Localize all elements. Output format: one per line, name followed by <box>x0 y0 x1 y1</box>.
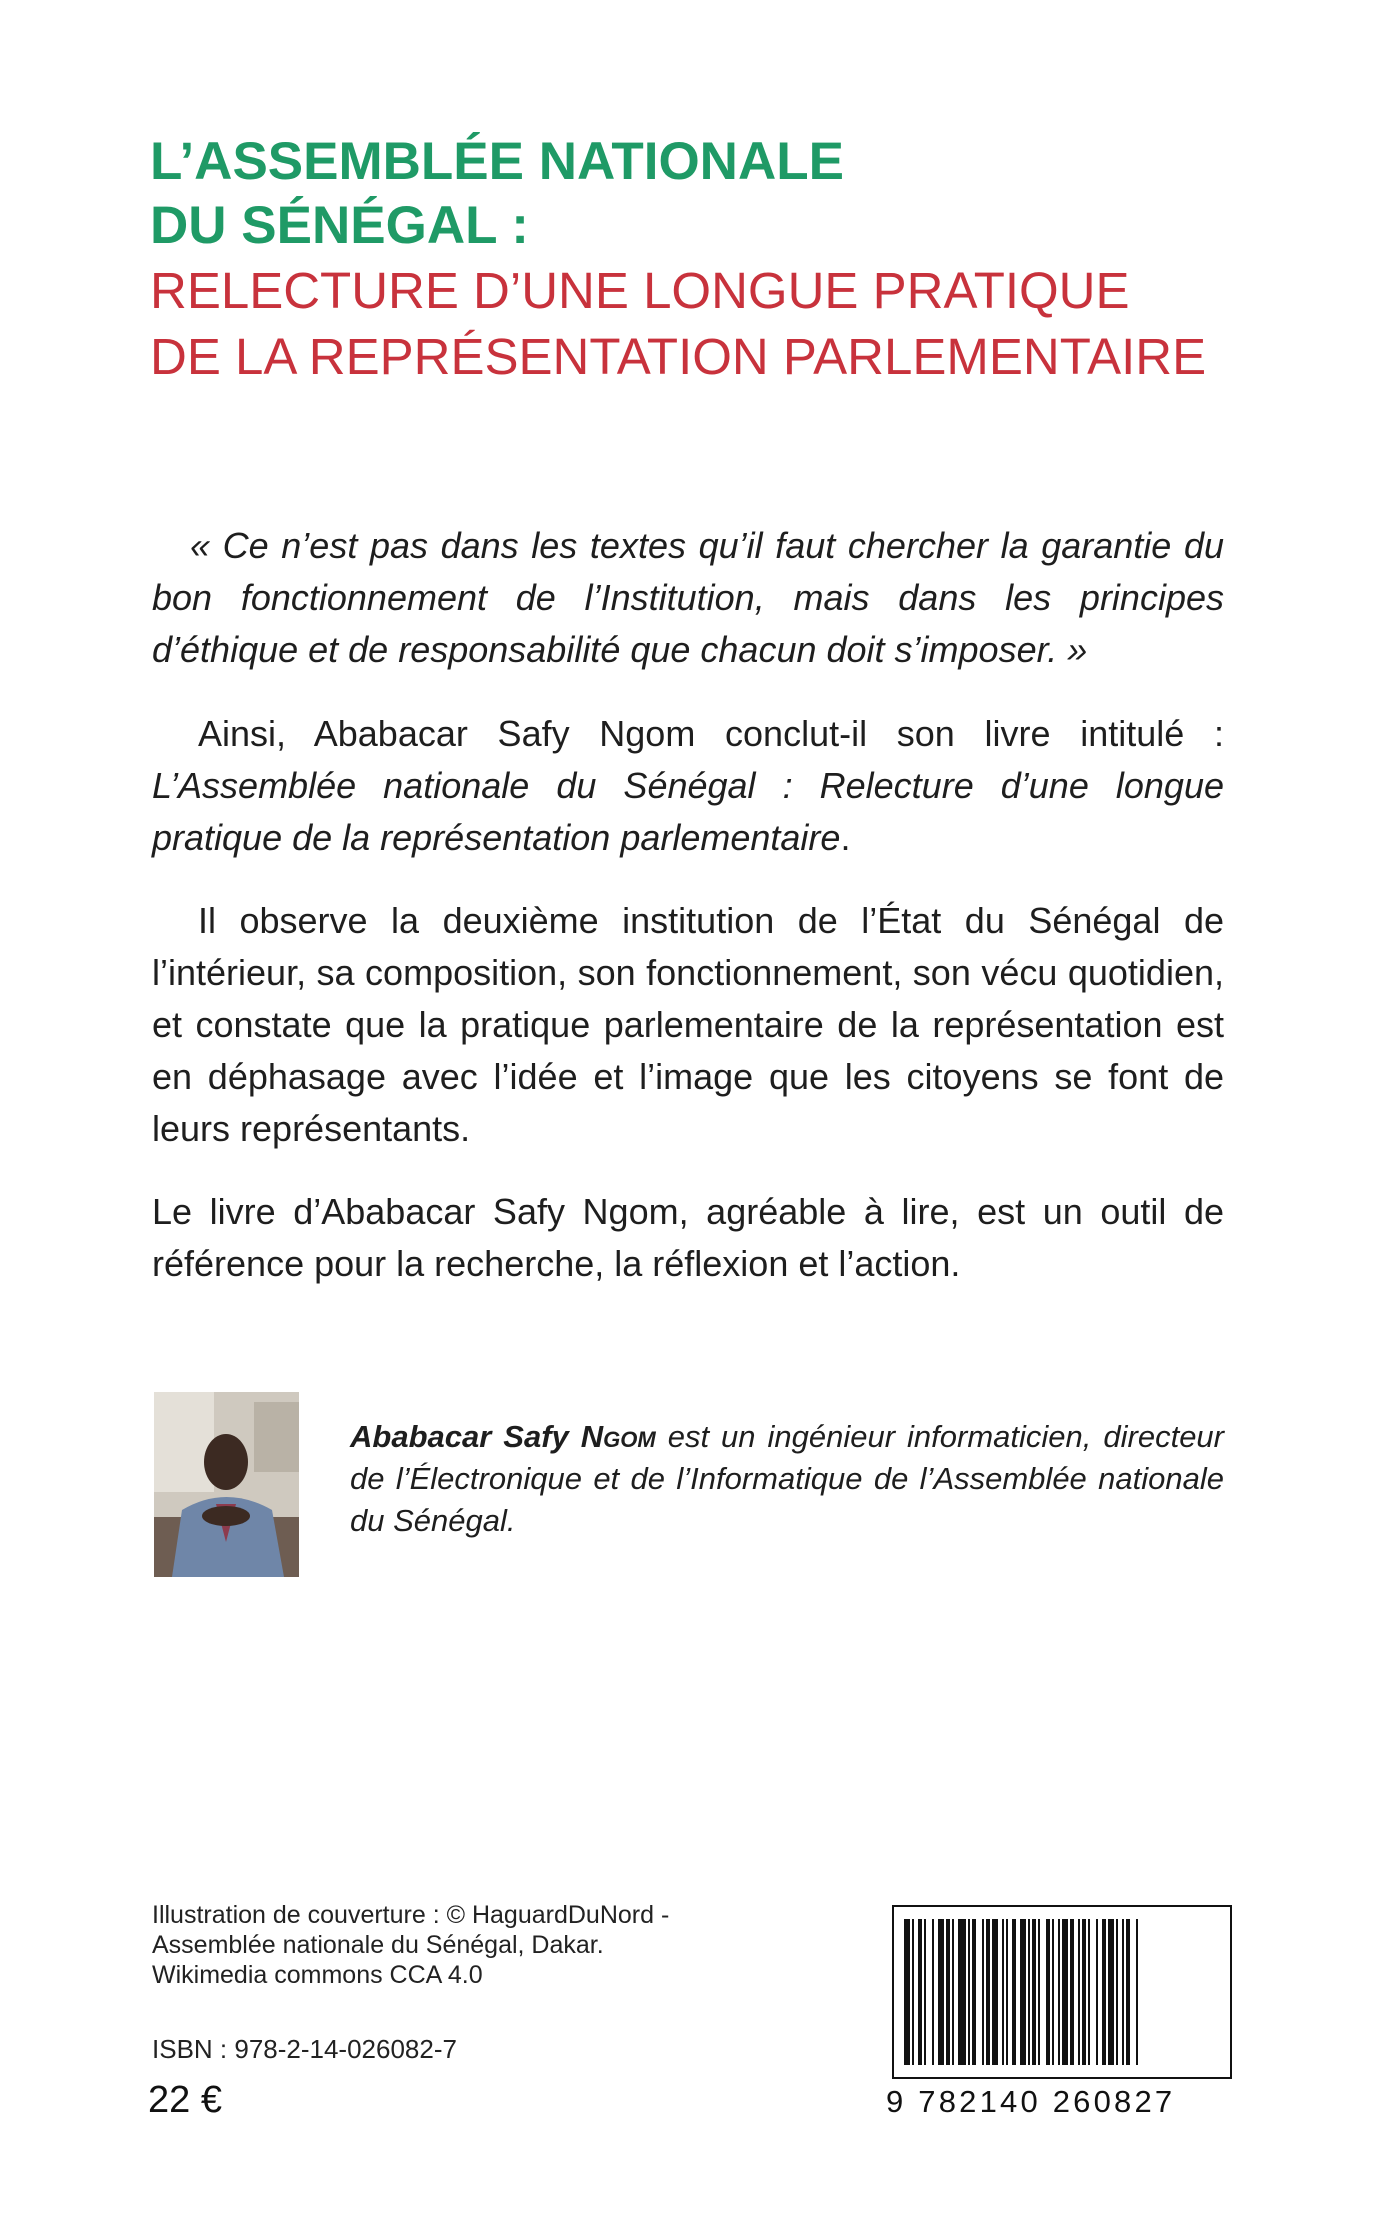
barcode-bar <box>924 1919 926 2065</box>
barcode-bar <box>1058 1919 1060 2065</box>
barcode-bar <box>912 1919 914 2065</box>
title-block <box>150 130 1270 390</box>
barcode-bar <box>1002 1919 1004 2065</box>
barcode-bar <box>1038 1919 1040 2065</box>
title-line-2: DU SÉNÉGAL : <box>150 196 529 255</box>
author-last-name: Ngom <box>580 1419 656 1454</box>
barcode-bar <box>918 1919 922 2065</box>
author-photo <box>154 1392 299 1577</box>
price: 22 € <box>148 2079 222 2121</box>
barcode-bar <box>992 1919 998 2065</box>
paragraph-3: Il observe la deuxième institution de l’État du Sénégal de l’intérieur, sa composition, son fonctionnement, son vécu quotidien, et constate que la pratique parlementaire de la représentation est en déphasage avec l’idée et l’image que les citoyens se font de leurs représentants. <box>152 900 1224 1149</box>
credits-line-3: Wikimedia commons CCA 4.0 <box>152 1961 483 1989</box>
paragraph-4: Le livre d’Ababacar Safy Ngom, agréable à lire, est un outil de référence pour la recherche, la réflexion et l’action. <box>152 1191 1224 1284</box>
barcode-bar <box>972 1919 976 2065</box>
barcode-bar <box>1028 1919 1030 2065</box>
barcode-bar <box>1012 1919 1016 2065</box>
barcode-bar <box>932 1919 934 2065</box>
barcode-bar <box>1070 1919 1074 2065</box>
paragraph-2-book-title: L’Assemblée nationale du Sénégal : Relecture d’une longue pratique de la représentation parlementaire <box>152 765 1224 858</box>
barcode-bar <box>982 1919 984 2065</box>
barcode-bar <box>1126 1919 1130 2065</box>
barcode-bar <box>958 1919 966 2065</box>
barcode-bar <box>968 1919 970 2065</box>
author-bio <box>350 1416 1224 1542</box>
subtitle-line-2: DE LA REPRÉSENTATION PARLEMENTAIRE <box>150 328 1207 385</box>
cover-credits <box>152 1900 792 1990</box>
author-first-names: Ababacar Safy <box>350 1419 569 1454</box>
barcode-bar <box>1006 1919 1008 2065</box>
barcode-bar <box>952 1919 954 2065</box>
paragraph-2-end: . <box>840 817 851 858</box>
barcode-bar <box>1122 1919 1124 2065</box>
credits-line-1: Illustration de couverture : © HaguardDuNord - <box>152 1901 670 1929</box>
title-line-1: L’ASSEMBLÉE NATIONALE <box>150 132 844 191</box>
barcode-bar <box>1102 1919 1106 2065</box>
barcode-bar <box>1078 1919 1080 2065</box>
barcode-bar <box>1052 1919 1054 2065</box>
author-photo-illustration <box>154 1392 299 1577</box>
barcode-bar <box>1108 1919 1114 2065</box>
barcode-bar <box>986 1919 990 2065</box>
barcode-bar <box>1046 1919 1050 2065</box>
barcode-bar <box>1082 1919 1086 2065</box>
author-bio-text: est un ingénieur informaticien, directeur de l’Électronique et de l’Informatique de l’Assemblée nationale du Sénégal. <box>350 1419 1224 1538</box>
isbn: ISBN : 978-2-14-026082-7 <box>152 2034 457 2064</box>
paragraph-2 <box>152 708 1224 864</box>
barcode-bar <box>1062 1919 1068 2065</box>
barcode-bar <box>1032 1919 1036 2065</box>
barcode-bar <box>938 1919 944 2065</box>
barcode-bar <box>1136 1919 1138 2065</box>
barcode-bar <box>1020 1919 1026 2065</box>
barcode-bars <box>894 1907 1230 2077</box>
subtitle-line-1: RELECTURE D’UNE LONGUE PRATIQUE <box>150 262 1130 319</box>
barcode-bar <box>1116 1919 1118 2065</box>
barcode <box>892 1905 1232 2079</box>
paragraph-2-intro: Ainsi, Ababacar Safy Ngom conclut-il son livre intitulé : <box>198 713 1224 754</box>
barcode-bar <box>1096 1919 1098 2065</box>
barcode-bar <box>1088 1919 1090 2065</box>
opening-quote: « Ce n’est pas dans les textes qu’il faut chercher la garantie du bon fonctionnement de l’Institution, mais dans les principes d’éthique et de responsabilité que chacun doit s’imposer. » <box>152 525 1224 670</box>
barcode-digits: 9 782140 260827 <box>886 2084 1176 2119</box>
credits-line-2: Assemblée nationale du Sénégal, Dakar. <box>152 1931 604 1959</box>
barcode-bar <box>904 1919 910 2065</box>
barcode-bar <box>946 1919 950 2065</box>
